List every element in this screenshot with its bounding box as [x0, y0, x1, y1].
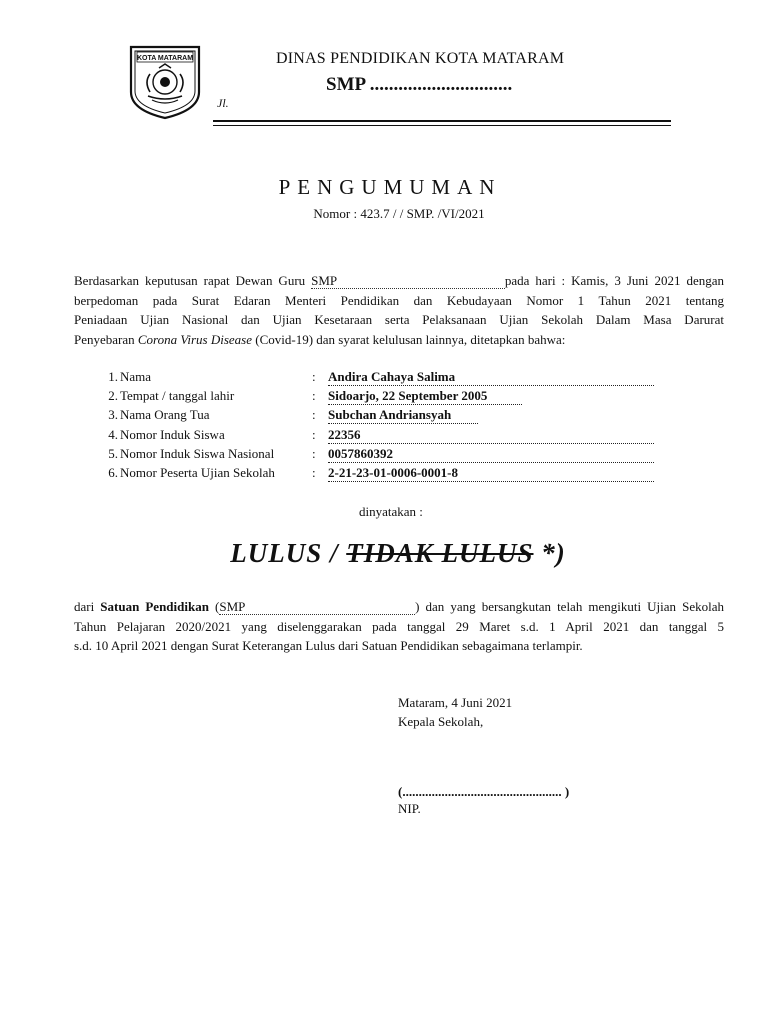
place-date: Mataram, 4 Juni 2021 — [398, 695, 513, 710]
city-emblem-logo — [128, 44, 202, 120]
intro-line-1: Berdasarkan keputusan rapat Dewan Guru SMP pada hari : Kamis, 3 Juni 2021 dengan — [74, 273, 725, 288]
student-row-birth: 2. Tempat / tanggal lahir : Sidoarjo, 22 September 2005 — [100, 388, 660, 407]
student-birth-value: Sidoarjo, 22 September 2005 — [328, 388, 522, 405]
result-fail-struck: TIDAK LULUS — [346, 538, 534, 568]
logo-label: KOTA MATARAM — [136, 55, 194, 62]
document-title: PENGUMUMAN — [278, 175, 502, 199]
street-address: Jl. — [217, 96, 229, 110]
result-pass: LULUS / — [230, 538, 347, 568]
header-rule-thick — [213, 120, 671, 122]
closing-line-2: Tahun Pelajaran 2020/2021 yang diselenggarakan pada tanggal 29 Maret s.d. 1 April 2021 dan tanggal 5 — [74, 618, 724, 634]
student-parent-value: Subchan Andriansyah — [328, 407, 478, 424]
student-row-name: 1. Nama : Andira Cahaya Salima — [100, 369, 660, 388]
result-footnote-mark: *) — [533, 538, 566, 568]
school-name: SMP .............................. — [326, 74, 513, 95]
signer-name-line: (................................................. ) — [398, 784, 570, 799]
intro-line-4: Penyebaran Corona Virus Disease (Covid-19) dan syarat kelulusan lainnya, ditetapkan bahwa: — [74, 331, 566, 347]
student-nis-value: 22356 — [328, 427, 654, 444]
intro-line-3: Peniadaan Ujian Nasional dan Ujian Kesetaraan serta Pelaksanaan Ujian Sekolah Dalam Masa Darurat — [74, 312, 724, 327]
student-row-nisn: 5. Nomor Induk Siswa Nasional : 0057860392 — [100, 446, 660, 465]
school-blank: SMP — [311, 273, 505, 289]
student-nisn-value: 0057860392 — [328, 446, 654, 463]
declared-label: dinyatakan : — [359, 504, 423, 519]
closing-paragraph — [74, 597, 724, 656]
closing-line-3: s.d. 10 April 2021 dengan Surat Keterangan Lulus dari Satuan Pendidikan sebagaimana terlampir. — [74, 638, 583, 653]
student-exam-number-value: 2-21-23-01-0006-0001-8 — [328, 465, 654, 482]
intro-line-2: berpedoman pada Surat Edaran Menteri Pendidikan dan Kebudayaan Nomor 1 Tahun 2021 tentang — [74, 292, 724, 308]
signature-block — [398, 693, 512, 731]
student-row-exam-number: 6. Nomor Peserta Ujian Sekolah : 2-21-23-01-0006-0001-8 — [100, 465, 660, 484]
unit-blank: SMP — [219, 599, 415, 615]
graduation-result — [0, 538, 768, 569]
student-row-nis: 4. Nomor Induk Siswa : 22356 — [100, 427, 660, 446]
signer-nip: NIP. — [398, 801, 421, 816]
agency-name: DINAS PENDIDIKAN KOTA MATARAM — [276, 50, 565, 67]
student-row-parent: 3. Nama Orang Tua : Subchan Andriansyah — [100, 407, 660, 426]
document-number: Nomor : 423.7 / / SMP. /VI/2021 — [313, 206, 485, 221]
signer-position: Kepala Sekolah, — [398, 714, 484, 729]
student-name-value: Andira Cahaya Salima — [328, 369, 654, 386]
header-rule-thin — [213, 125, 671, 126]
intro-paragraph — [74, 271, 724, 349]
closing-line-1: dari Satuan Pendidikan (SMP ) dan yang bersangkutan telah mengikuti Ujian Sekolah — [74, 599, 724, 614]
